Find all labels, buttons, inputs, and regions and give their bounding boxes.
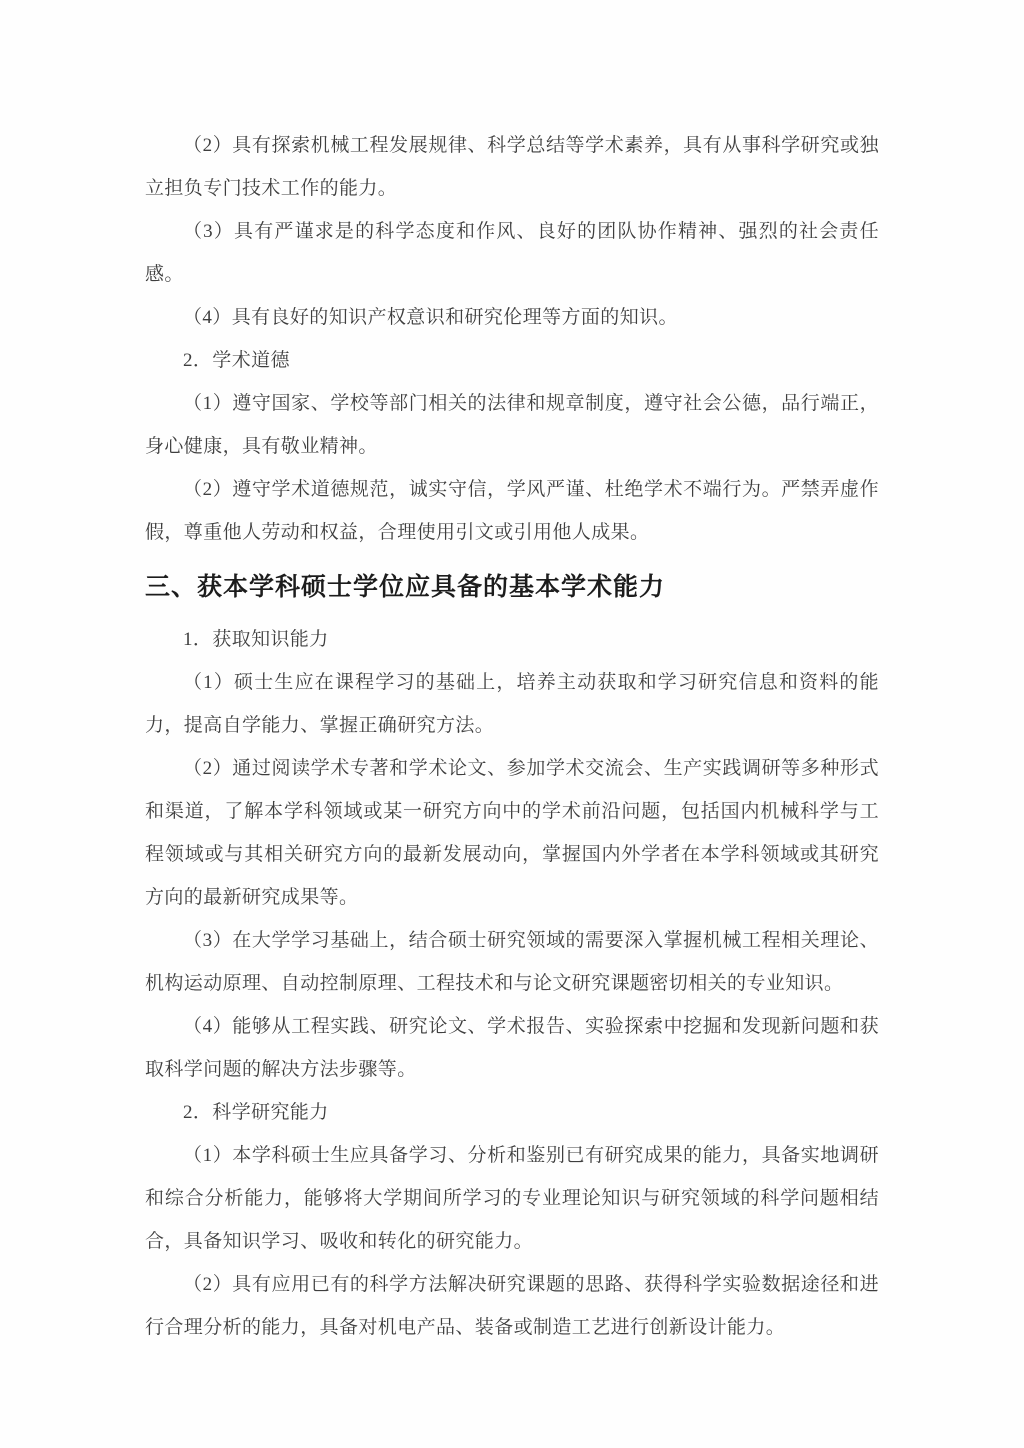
paragraph: （3）在大学学习基础上，结合硕士研究领域的需要深入掌握机械工程相关理论、机构运动原理、自动控制原理、工程技术和与论文研究课题密切相关的专业知识。: [145, 930, 879, 994]
paragraph: （2）通过阅读学术专著和学术论文、参加学术交流会、生产实践调研等多种形式和渠道，了解本学科领域或某一研究方向中的学术前沿问题，包括国内机械科学与工程领域或与其相关研究方向的最新发展动向，掌握国内外学者在本学科领域或其研究方向的最新研究成果等。: [145, 758, 879, 908]
numbered-subheading: 1．获取知识能力: [183, 629, 329, 650]
numbered-subheading: 2．学术道德: [183, 350, 290, 371]
page-content: [145, 124, 879, 1349]
paragraph: （4）能够从工程实践、研究论文、学术报告、实验探索中挖掘和发现新问题和获取科学问题的解决方法步骤等。: [145, 1016, 879, 1080]
paragraph: （2）具有探索机械工程发展规律、科学总结等学术素养，具有从事科学研究或独立担负专门技术工作的能力。: [145, 135, 879, 199]
paragraph: （1）遵守国家、学校等部门相关的法律和规章制度，遵守社会公德，品行端正，身心健康，具有敬业精神。: [145, 393, 879, 457]
paragraph: （4）具有良好的知识产权意识和研究伦理等方面的知识。: [183, 307, 678, 328]
paragraph: （3）具有严谨求是的科学态度和作风、良好的团队协作精神、强烈的社会责任感。: [145, 221, 879, 285]
numbered-subheading: 2．科学研究能力: [183, 1102, 329, 1123]
paragraph: （2）具有应用已有的科学方法解决研究课题的思路、获得科学实验数据途径和进行合理分析的能力，具备对机电产品、装备或制造工艺进行创新设计能力。: [145, 1274, 879, 1338]
paragraph: （2）遵守学术道德规范，诚实守信，学风严谨、杜绝学术不端行为。严禁弄虚作假，尊重他人劳动和权益，合理使用引文或引用他人成果。: [145, 479, 879, 543]
paragraph: （1）硕士生应在课程学习的基础上，培养主动获取和学习研究信息和资料的能力，提高自学能力、掌握正确研究方法。: [145, 672, 879, 736]
paragraph: （1）本学科硕士生应具备学习、分析和鉴别已有研究成果的能力，具备实地调研和综合分析能力，能够将大学期间所学习的专业理论知识与研究领域的科学问题相结合，具备知识学习、吸收和转化的研究能力。: [145, 1145, 879, 1252]
section-heading: 三、获本学科硕士学位应具备的基本学术能力: [145, 573, 666, 601]
